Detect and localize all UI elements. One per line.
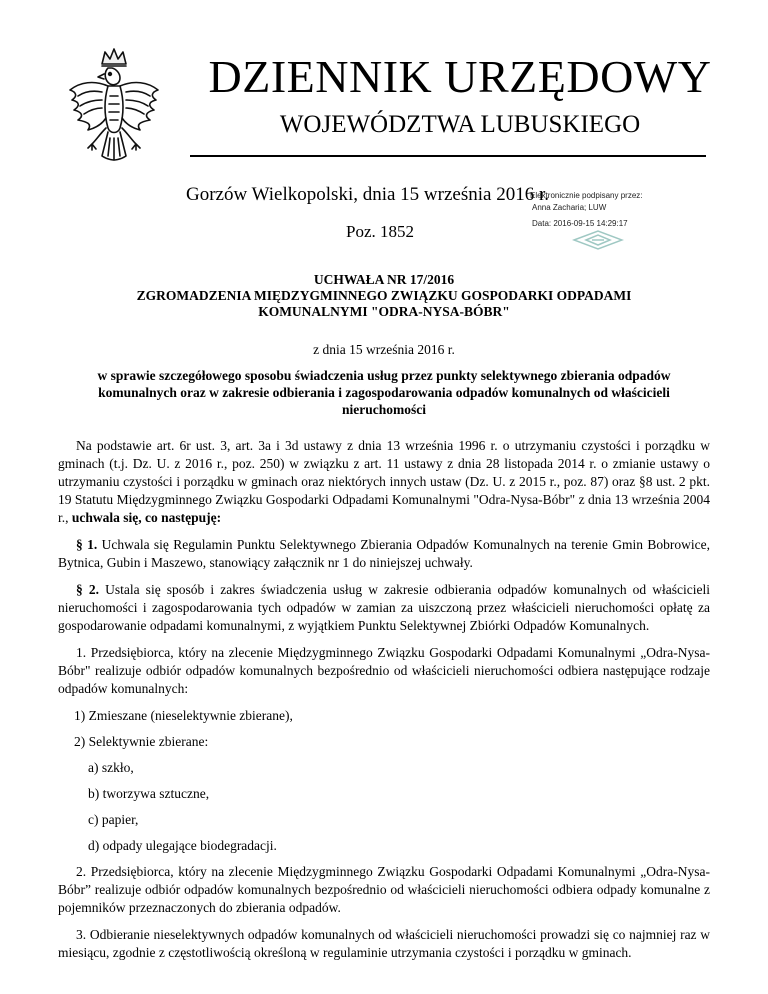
resolution-body-line: KOMUNALNYMI "ODRA-NYSA-BÓBR"	[258, 304, 510, 319]
paragraph-text: Ustala się sposób i zakres świadczenia usług w zakresie odbierania odpadów komunalnych od właścicieli nieruchomości i zagospodarowania tych odpadów w zamian za uiszczoną przez właścicieli nieruchomości opłatę za gospodarowanie odpadami komunalnymi, z wyjątkiem Punktu Selektywnej Zbiórki Odpadów Komunalnych.	[58, 582, 711, 633]
signature-label: Elektronicznie podpisany przez:	[530, 191, 643, 200]
preamble-text: Na podstawie art. 6r ust. 3, art. 3a i 3d ustawy z dnia 13 września 1996 r. o utrzymaniu czystości i porządku w gminach (t.j. Dz. U. z 2016 r., poz. 250) w związku z art. 11 ustawy z dnia 28 listopada 2014 r. o zmianie ustawy o utrzymaniu czystości i porządku w gminach oraz niektórych innych ustaw (Dz. U. z 2015 r., poz. 87) oraz §8 ust. 2 pkt. 19 Statutu Międzygminnego Związku Gospodarki Odpadami Komunalnymi "Odra-Nysa-Bóbr" z dnia 13 września 2004 r.,	[58, 438, 710, 525]
paragraph-number: § 2.	[76, 582, 99, 597]
resolution-heading	[60, 272, 708, 320]
position-number: Poz. 1852	[346, 222, 414, 241]
signature-stamp-icon	[572, 229, 624, 251]
sub-list-item: c) papier,	[88, 812, 139, 827]
place-date: Gorzów Wielkopolski, dnia 15 września 2016 r.	[186, 184, 549, 205]
masthead-divider	[190, 155, 706, 157]
signature-name: Anna Zacharia; LUW	[532, 203, 607, 212]
list-item: 1) Zmieszane (nieselektywnie zbierane),	[74, 708, 293, 723]
section-2: 2. Przedsiębiorca, który na zlecenie Międzygminnego Związku Gospodarki Odpadami Komunalnymi „Odra-Nysa-Bóbr” realizuje odbiór odpadów komunalnych bezpośrednio od właścicieli nieruchomości odbiera odpady komunalne z pojemników przeznaczonych do zbierania odpadów.	[58, 864, 710, 915]
preamble-paragraph	[58, 437, 710, 527]
paragraph-number: § 1.	[76, 537, 98, 552]
signature-date: Data: 2016-09-15 14:29:17	[532, 219, 628, 228]
electronic-signature	[530, 190, 720, 230]
section-1: 1. Przedsiębiorca, który na zlecenie Międzygminnego Związku Gospodarki Odpadami Komunalnymi „Odra-Nysa-Bóbr" realizuje odbiór odpadów komunalnych bezpośrednio od właścicieli nieruchomości odbiera następujące rodzaje odpadów komunalnych:	[58, 645, 710, 696]
masthead-title: DZIENNIK URZĘDOWY	[208, 51, 712, 102]
paragraph-1	[58, 536, 710, 572]
paragraph-2	[58, 581, 710, 635]
resolution-number: UCHWAŁA NR 17/2016	[313, 272, 455, 287]
resolution-body	[58, 437, 710, 971]
eagle-emblem-icon	[58, 44, 170, 182]
sub-list-item: a) szkło,	[88, 760, 134, 775]
sub-list-item: d) odpady ulegające biodegradacji.	[88, 838, 277, 853]
preamble-enactment: uchwala się, co następuję:	[71, 510, 222, 525]
sub-list-item: b) tworzywa sztuczne,	[88, 786, 210, 801]
resolution-subject: w sprawie szczegółowego sposobu świadczenia usług przez punkty selektywnego zbierania odpadów komunalnych oraz w zakresie odbierania i zagospodarowania odpadów komunalnych od właścicieli nieruchomości	[97, 368, 671, 417]
list-item: 2) Selektywnie zbierane:	[74, 734, 209, 749]
section-3: 3. Odbieranie nieselektywnych odpadów komunalnych od właścicieli nieruchomości prowadzi się co najmniej raz w miesiącu, zgodnie z częstotliwością określoną w regulaminie utrzymania czystości i porządku w gminach.	[58, 927, 710, 960]
masthead-subtitle: WOJEWÓDZTWA LUBUSKIEGO	[279, 111, 641, 138]
resolution-body-line: ZGROMADZENIA MIĘDZYGMINNEGO ZWIĄZKU GOSPODARKI ODPADAMI	[136, 288, 632, 303]
resolution-date: z dnia 15 września 2016 r.	[313, 342, 455, 357]
paragraph-text: Uchwala się Regulamin Punktu Selektywnego Zbierania Odpadów Komunalnych na terenie Gmin Bobrowice, Bytnica, Gubin i Maszewo, stanowiący załącznik nr 1 do niniejszej uchwały.	[58, 537, 710, 570]
